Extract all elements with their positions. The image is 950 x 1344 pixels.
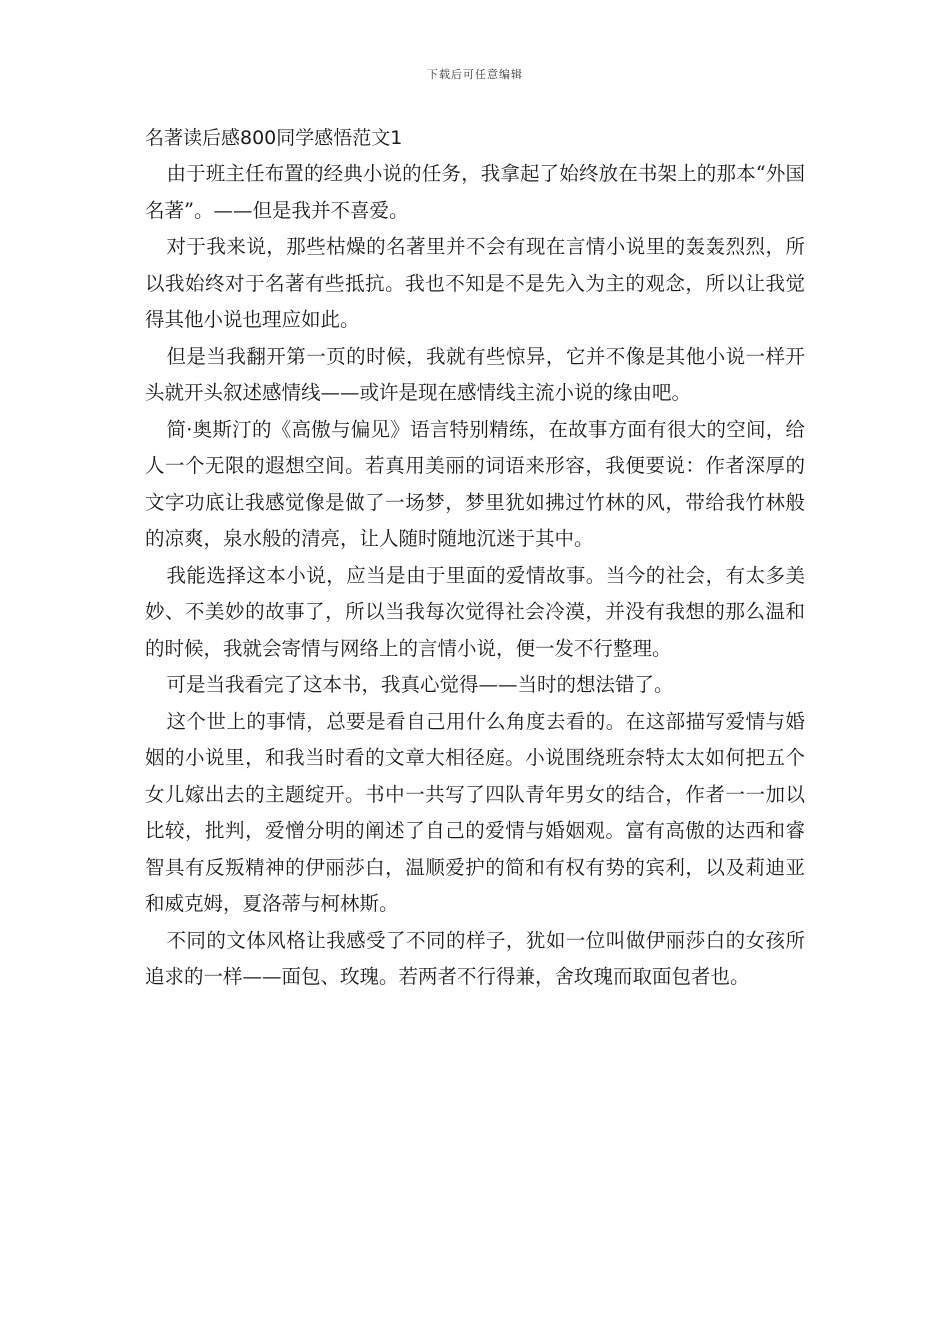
- paragraph-2: 对于我来说，那些枯燥的名著里并不会有现在言情小说里的轰轰烈烈，所以我始终对于名著有些抵抗。我也不知是不是先入为主的观念，所以让我觉得其他小说也理应如此。: [145, 235, 805, 331]
- paragraph-8: 不同的文体风格让我感受了不同的样子，犹如一位叫做伊丽莎白的女孩所追求的一样——面包、玫瑰。若两者不行得兼，舍玫瑰而取面包者也。: [145, 928, 805, 988]
- paragraph-7: 这个世上的事情，总要是看自己用什么角度去看的。在这部描写爱情与婚姻的小说里，和我当时看的文章大相径庭。小说围绕班奈特太太如何把五个女儿嫁出去的主题绽开。书中一共写了四队青年男女的结合，作者一一加以比较，批判，爱憎分明的阐述了自己的爱情与婚姻观。富有高傲的达西和睿智具有反叛精神的伊丽莎白，温顺爱护的简和有权有势的宾利，以及莉迪亚和威克姆，夏洛蒂与柯林斯。: [145, 709, 805, 915]
- page-header: 下载后可任意编辑: [427, 68, 523, 81]
- paragraph-5: 我能选择这本小说，应当是由于里面的爱情故事。当今的社会，有太多美妙、不美妙的故事了，所以当我每次觉得社会冷漠，并没有我想的那么温和的时候，我就会寄情与网络上的言情小说，便一发不行整理。: [145, 563, 805, 660]
- document-body: [145, 120, 805, 996]
- paragraph-3: 但是当我翻开第一页的时候，我就有些惊异，它并不像是其他小说一样开头就开头叙述感情线——或许是现在感情线主流小说的缘由吧。: [145, 344, 805, 404]
- paragraph-1: 由于班主任布置的经典小说的任务，我拿起了始终放在书架上的那本“外国名著”。——但是我并不喜爱。: [145, 162, 805, 222]
- paragraph-4: 简·奥斯汀的《高傲与偏见》语言特别精练，在故事方面有很大的空间，给人一个无限的遐想空间。若真用美丽的词语来形容，我便要说：作者深厚的文字功底让我感觉像是做了一场梦，梦里犹如拂过竹林的风，带给我竹林般的凉爽，泉水般的清亮，让人随时随地沉迷于其中。: [145, 417, 805, 550]
- document-title: 名著读后感800同学感悟范文1: [145, 127, 403, 149]
- paragraph-6: 可是当我看完了这本书，我真心觉得——当时的想法错了。: [166, 673, 674, 696]
